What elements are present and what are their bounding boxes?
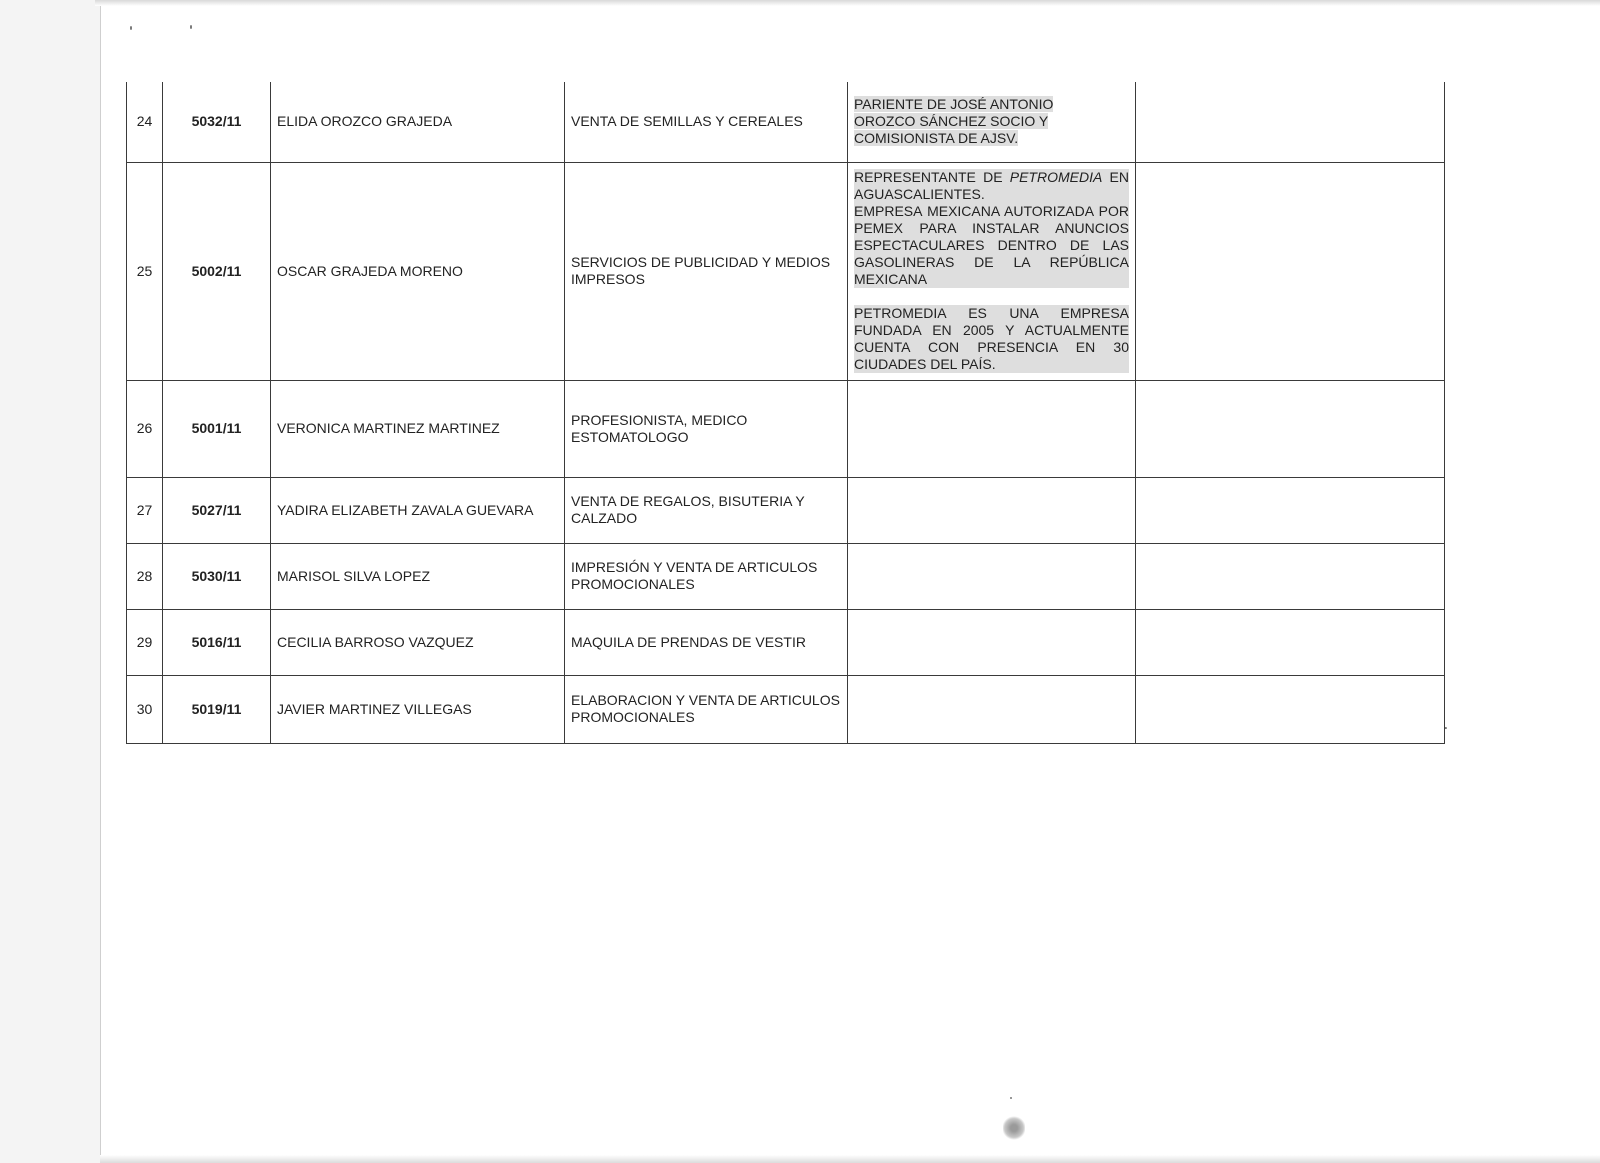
folio-number: 5016/11 bbox=[163, 609, 271, 675]
table-row bbox=[127, 380, 1445, 477]
person-name: OSCAR GRAJEDA MORENO bbox=[271, 162, 565, 380]
folio-number: 5002/11 bbox=[163, 162, 271, 380]
company-name: PETROMEDIA bbox=[1009, 169, 1103, 185]
empty-cell bbox=[1136, 82, 1445, 162]
scan-speck bbox=[1010, 1097, 1012, 1099]
registry-table bbox=[126, 82, 1445, 744]
observation-text: REPRESENTANTE DE bbox=[854, 169, 1010, 185]
observation-paragraph bbox=[854, 169, 1129, 203]
row-number: 27 bbox=[127, 477, 163, 543]
activity: PROFESIONISTA, MEDICO ESTOMATOLOGO bbox=[565, 380, 848, 477]
observation-line: COMISIONISTA DE AJSV. bbox=[854, 130, 1019, 147]
person-name: ELIDA OROZCO GRAJEDA bbox=[271, 82, 565, 162]
row-number: 25 bbox=[127, 162, 163, 380]
row-number: 24 bbox=[127, 82, 163, 162]
row-number: 26 bbox=[127, 380, 163, 477]
empty-cell bbox=[1136, 543, 1445, 609]
person-name: VERONICA MARTINEZ MARTINEZ bbox=[271, 380, 565, 477]
folio-number: 5001/11 bbox=[163, 380, 271, 477]
activity: SERVICIOS DE PUBLICIDAD Y MEDIOS IMPRESOS bbox=[565, 162, 848, 380]
activity: MAQUILA DE PRENDAS DE VESTIR bbox=[565, 609, 848, 675]
activity: VENTA DE SEMILLAS Y CEREALES bbox=[565, 82, 848, 162]
table-row bbox=[127, 162, 1445, 380]
scan-top-edge bbox=[95, 0, 1600, 6]
row-number: 29 bbox=[127, 609, 163, 675]
row-number: 30 bbox=[127, 675, 163, 743]
activity: VENTA DE REGALOS, BISUTERIA Y CALZADO bbox=[565, 477, 848, 543]
table-row bbox=[127, 609, 1445, 675]
observation-paragraph: PETROMEDIA ES UNA EMPRESA FUNDADA EN 2005 Y ACTUALMENTE CUENTA CON PRESENCIA EN 30 CIUDADES DEL PAÍS. bbox=[854, 305, 1129, 372]
empty-cell bbox=[1136, 477, 1445, 543]
empty-cell bbox=[848, 675, 1136, 743]
smudge-mark bbox=[1003, 1115, 1025, 1141]
empty-cell bbox=[848, 477, 1136, 543]
person-name: MARISOL SILVA LOPEZ bbox=[271, 543, 565, 609]
empty-cell bbox=[1136, 675, 1445, 743]
observation-line: OROZCO SÁNCHEZ SOCIO Y bbox=[854, 113, 1049, 130]
person-name: JAVIER MARTINEZ VILLEGAS bbox=[271, 675, 565, 743]
table-row bbox=[127, 675, 1445, 743]
empty-cell bbox=[848, 380, 1136, 477]
empty-cell bbox=[1136, 162, 1445, 380]
row-number: 28 bbox=[127, 543, 163, 609]
observation-line: PARIENTE DE JOSÉ ANTONIO bbox=[854, 96, 1054, 113]
folio-number: 5019/11 bbox=[163, 675, 271, 743]
empty-cell bbox=[1136, 609, 1445, 675]
folio-number: 5032/11 bbox=[163, 82, 271, 162]
scan-speck bbox=[130, 26, 132, 30]
activity: IMPRESIÓN Y VENTA DE ARTICULOS PROMOCIONALES bbox=[565, 543, 848, 609]
empty-cell bbox=[848, 609, 1136, 675]
folio-number: 5030/11 bbox=[163, 543, 271, 609]
scan-bottom-edge bbox=[100, 1155, 1600, 1163]
scan-left-edge bbox=[0, 0, 101, 1163]
activity: ELABORACION Y VENTA DE ARTICULOS PROMOCIONALES bbox=[565, 675, 848, 743]
table-row bbox=[127, 477, 1445, 543]
observation-text: EN AGUASCALIENTES. bbox=[854, 169, 1129, 202]
observation-paragraph: EMPRESA MEXICANA AUTORIZADA POR PEMEX PARA INSTALAR ANUNCIOS ESPECTACULARES DENTRO DE LAS GASOLINERAS DE LA REPÚBLICA MEXICANA bbox=[854, 203, 1129, 287]
observations bbox=[848, 82, 1136, 162]
table-row bbox=[127, 543, 1445, 609]
person-name: CECILIA BARROSO VAZQUEZ bbox=[271, 609, 565, 675]
observations bbox=[848, 162, 1136, 380]
person-name: YADIRA ELIZABETH ZAVALA GUEVARA bbox=[271, 477, 565, 543]
scan-speck bbox=[190, 25, 192, 29]
folio-number: 5027/11 bbox=[163, 477, 271, 543]
empty-cell bbox=[1136, 380, 1445, 477]
empty-cell bbox=[848, 543, 1136, 609]
table-row bbox=[127, 82, 1445, 162]
